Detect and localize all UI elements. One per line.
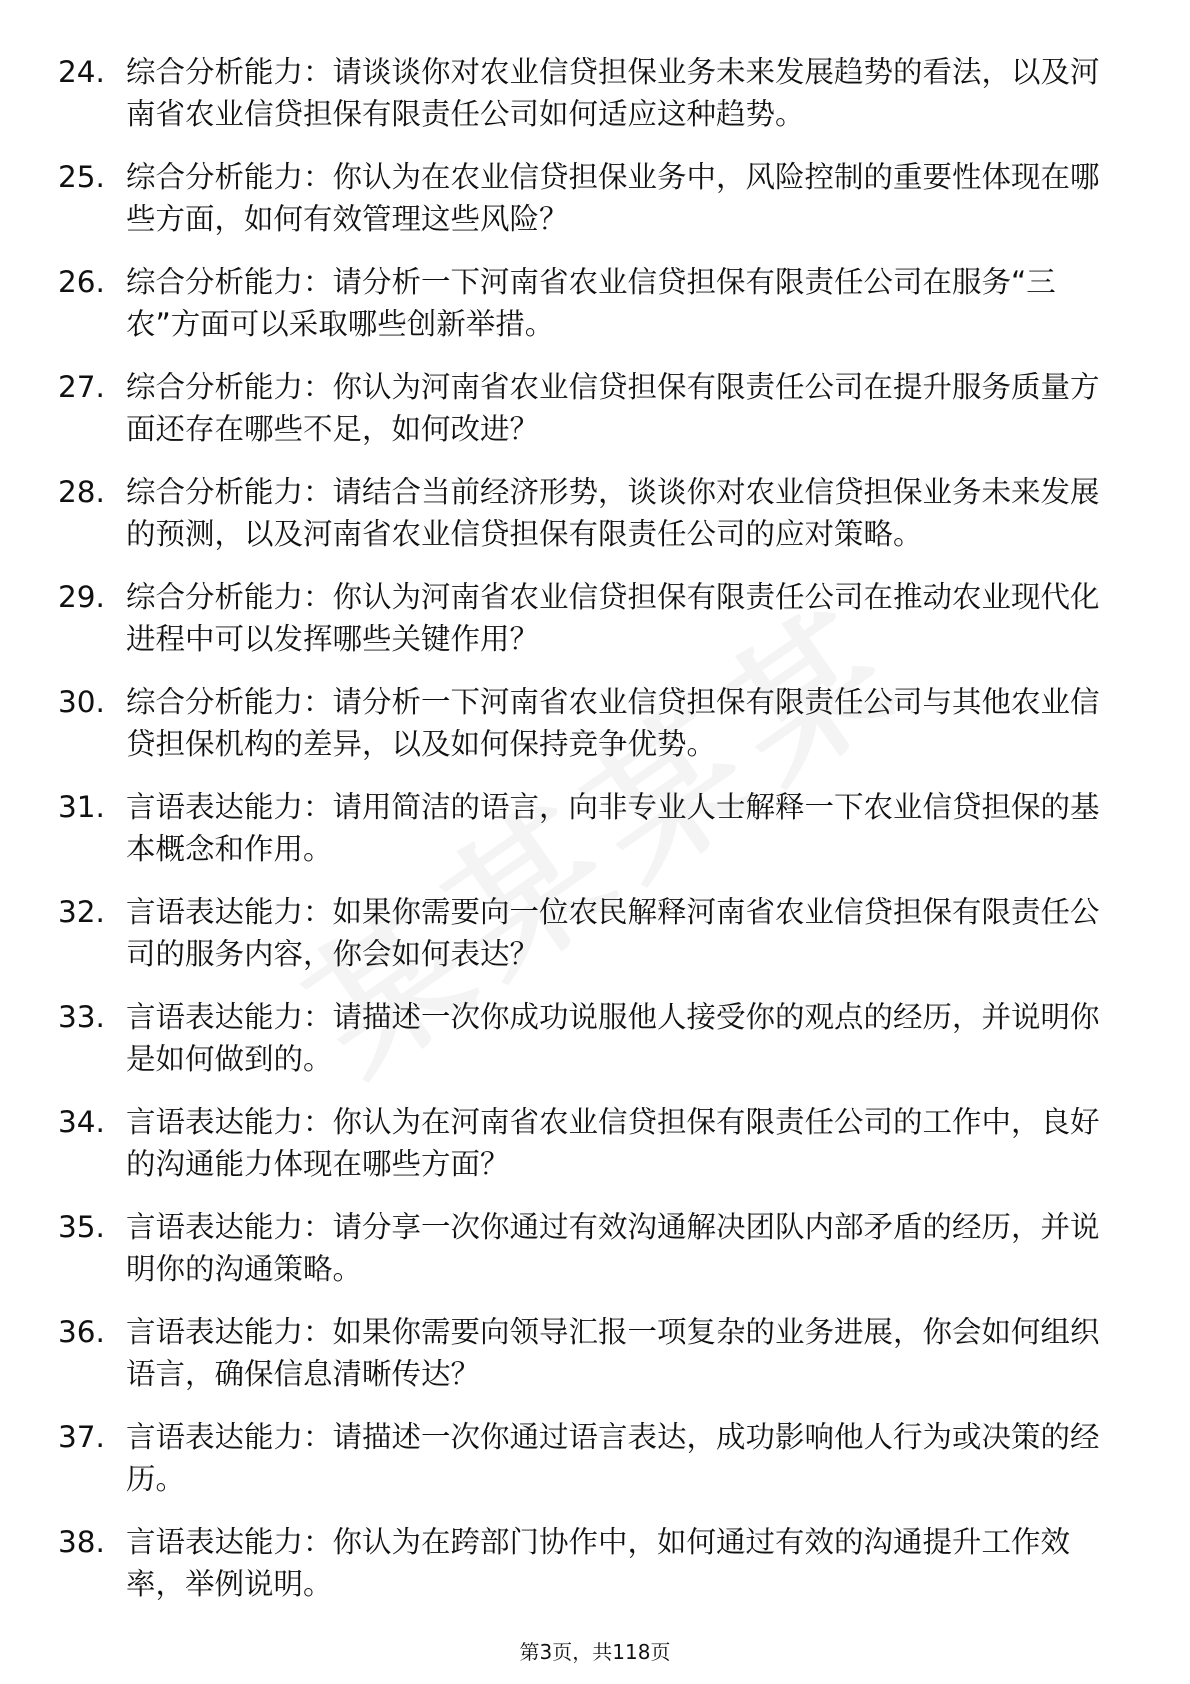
question-item — [58, 786, 1118, 870]
question-item — [58, 51, 1118, 135]
question-number: 38. — [58, 1525, 105, 1559]
page-footer — [0, 1638, 1190, 1666]
question-item — [58, 1101, 1118, 1185]
question-text: 你认为在河南省农业信贷担保有限责任公司的工作中，良好的沟通能力体现在哪些方面？ — [126, 1105, 1100, 1181]
question-number: 37. — [58, 1420, 105, 1454]
question-text: 请用简洁的语言，向非专业人士解释一下农业信贷担保的基本概念和作用。 — [126, 790, 1100, 866]
question-text: 你认为河南省农业信贷担保有限责任公司在推动农业现代化进程中可以发挥哪些关键作用？ — [126, 580, 1100, 656]
question-body — [126, 366, 1118, 450]
question-item — [58, 261, 1118, 345]
question-category: 言语表达能力： — [126, 1315, 333, 1349]
question-text: 请分享一次你通过有效沟通解决团队内部矛盾的经历，并说明你的沟通策略。 — [126, 1210, 1100, 1286]
question-body — [126, 1311, 1118, 1395]
question-body — [126, 51, 1118, 135]
question-text: 请分析一下河南省农业信贷担保有限责任公司在服务“三农”方面可以采取哪些创新举措。 — [126, 265, 1056, 341]
question-body — [126, 261, 1118, 345]
question-item — [58, 576, 1118, 660]
question-text: 请描述一次你成功说服他人接受你的观点的经历，并说明你是如何做到的。 — [126, 1000, 1100, 1076]
question-body — [126, 1206, 1118, 1290]
question-category: 综合分析能力： — [126, 160, 333, 194]
question-item — [58, 681, 1118, 765]
question-item — [58, 1416, 1118, 1500]
question-category: 言语表达能力： — [126, 1000, 333, 1034]
page-number-label: 第3页，共118页 — [519, 1640, 671, 1664]
question-number: 28. — [58, 475, 105, 509]
question-number: 27. — [58, 370, 105, 404]
question-body — [126, 471, 1118, 555]
question-number: 31. — [58, 790, 105, 824]
question-body — [126, 1416, 1118, 1500]
question-text: 你认为河南省农业信贷担保有限责任公司在提升服务质量方面还存在哪些不足，如何改进？ — [126, 370, 1100, 446]
question-item — [58, 891, 1118, 975]
question-text: 你认为在农业信贷担保业务中，风险控制的重要性体现在哪些方面，如何有效管理这些风险？ — [126, 160, 1100, 236]
question-text: 你认为在跨部门协作中，如何通过有效的沟通提升工作效率，举例说明。 — [126, 1525, 1071, 1601]
question-body — [126, 1521, 1118, 1605]
question-item — [58, 1311, 1118, 1395]
question-body — [126, 576, 1118, 660]
question-number: 25. — [58, 160, 105, 194]
question-text: 如果你需要向领导汇报一项复杂的业务进展，你会如何组织语言，确保信息清晰传达？ — [126, 1315, 1100, 1391]
question-text: 请谈谈你对农业信贷担保业务未来发展趋势的看法，以及河南省农业信贷担保有限责任公司如何适应这种趋势。 — [126, 55, 1100, 131]
question-number: 35. — [58, 1210, 105, 1244]
question-body — [126, 996, 1118, 1080]
question-item — [58, 1521, 1118, 1605]
question-item — [58, 1206, 1118, 1290]
question-number: 36. — [58, 1315, 105, 1349]
question-category: 言语表达能力： — [126, 1420, 333, 1454]
question-category: 综合分析能力： — [126, 475, 333, 509]
question-number: 29. — [58, 580, 105, 614]
question-category: 综合分析能力： — [126, 55, 333, 89]
question-category: 言语表达能力： — [126, 1105, 333, 1139]
question-body — [126, 786, 1118, 870]
question-item — [58, 996, 1118, 1080]
question-category: 综合分析能力： — [126, 685, 333, 719]
question-category: 综合分析能力： — [126, 580, 333, 614]
question-number: 33. — [58, 1000, 105, 1034]
question-number: 30. — [58, 685, 105, 719]
question-number: 32. — [58, 895, 105, 929]
question-category: 言语表达能力： — [126, 790, 333, 824]
question-category: 言语表达能力： — [126, 1525, 333, 1559]
question-item — [58, 156, 1118, 240]
question-body — [126, 891, 1118, 975]
question-number: 34. — [58, 1105, 105, 1139]
question-text: 请分析一下河南省农业信贷担保有限责任公司与其他农业信贷担保机构的差异，以及如何保持竞争优势。 — [126, 685, 1100, 761]
question-category: 言语表达能力： — [126, 895, 333, 929]
question-number: 26. — [58, 265, 105, 299]
question-number: 24. — [58, 55, 105, 89]
question-text: 请描述一次你通过语言表达，成功影响他人行为或决策的经历。 — [126, 1420, 1100, 1496]
question-category: 综合分析能力： — [126, 370, 333, 404]
question-item — [58, 471, 1118, 555]
question-item — [58, 366, 1118, 450]
question-text: 如果你需要向一位农民解释河南省农业信贷担保有限责任公司的服务内容，你会如何表达？ — [126, 895, 1100, 971]
question-body — [126, 1101, 1118, 1185]
question-body — [126, 156, 1118, 240]
question-body — [126, 681, 1118, 765]
question-list — [58, 51, 1118, 1626]
question-text: 请结合当前经济形势，谈谈你对农业信贷担保业务未来发展的预测，以及河南省农业信贷担保有限责任公司的应对策略。 — [126, 475, 1100, 551]
question-category: 综合分析能力： — [126, 265, 333, 299]
question-category: 言语表达能力： — [126, 1210, 333, 1244]
